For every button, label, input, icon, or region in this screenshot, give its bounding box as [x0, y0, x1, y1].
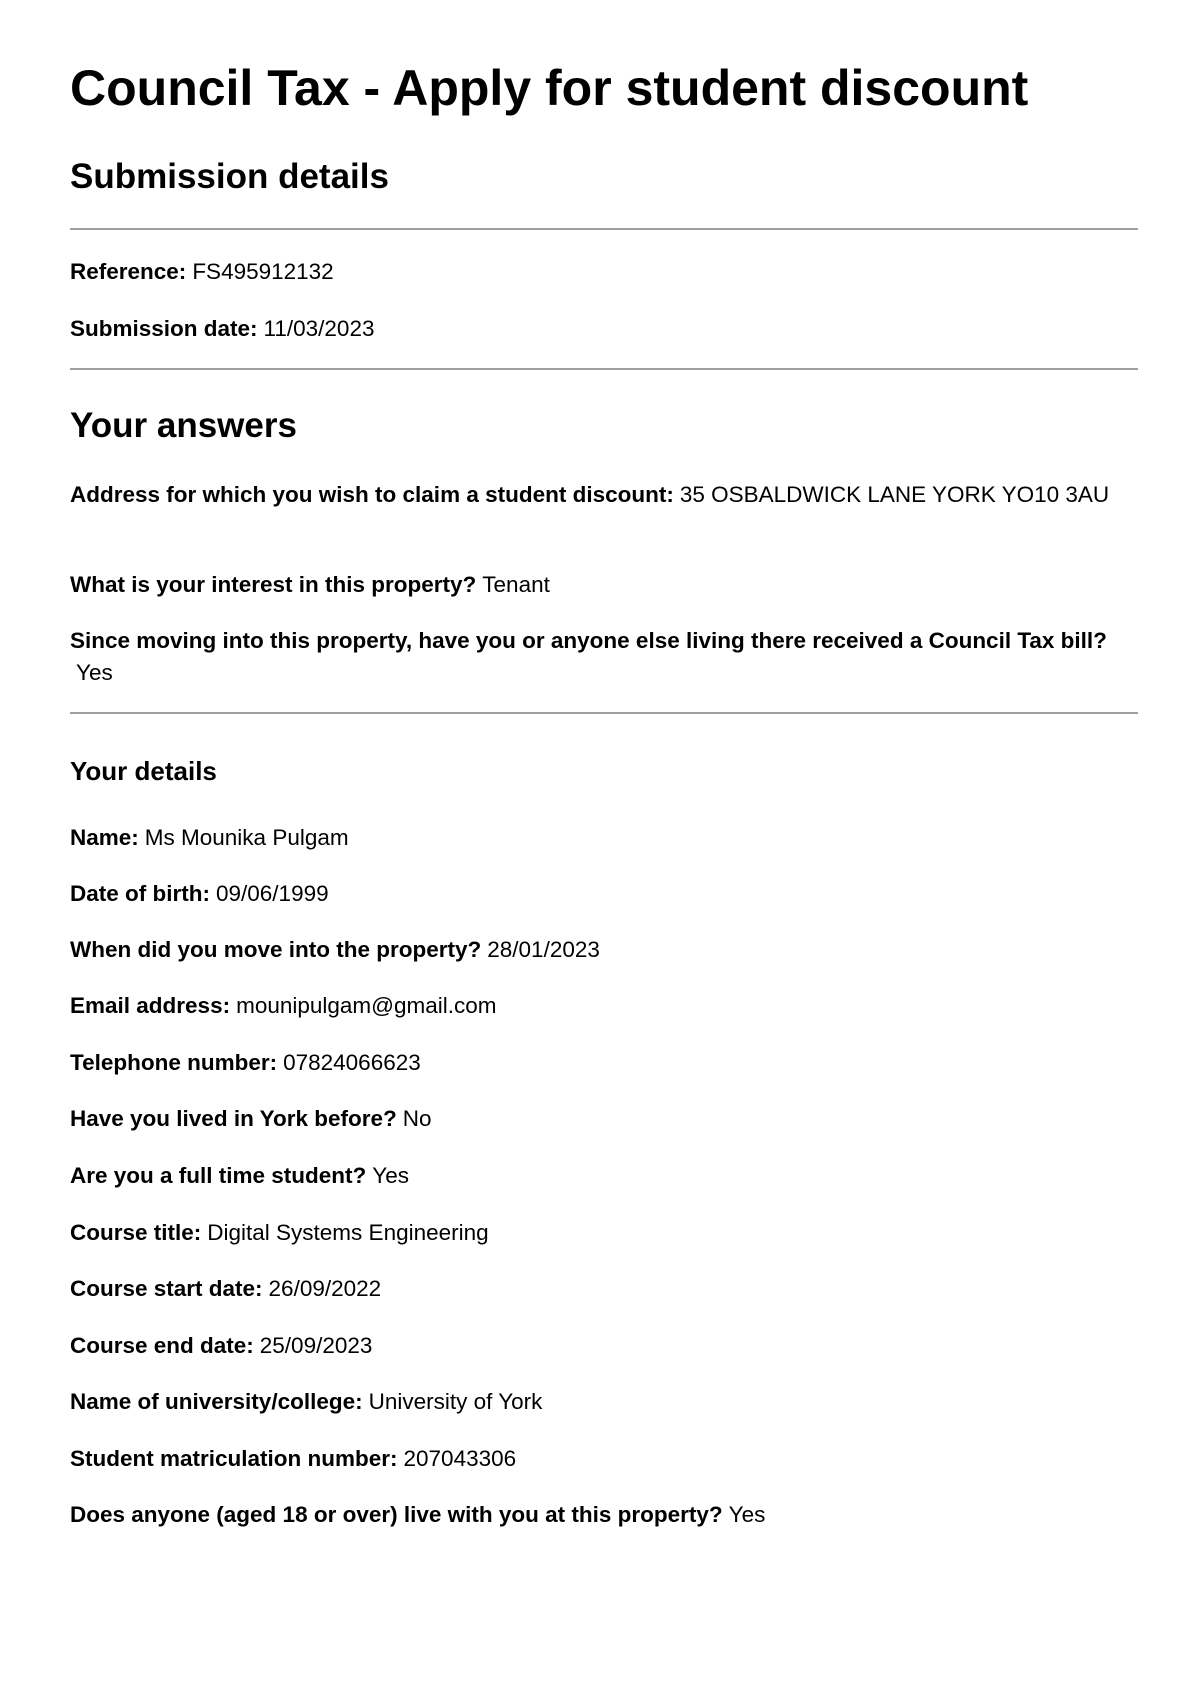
course-end-date-field [70, 1330, 1138, 1362]
field-value: Digital Systems Engineering [207, 1220, 489, 1245]
field-label: Does anyone (aged 18 or over) live with you at this property? [70, 1502, 723, 1527]
course-title-field [70, 1217, 1138, 1249]
divider [70, 228, 1138, 230]
address-field [70, 479, 1138, 511]
field-label: What is your interest in this property? [70, 572, 477, 597]
field-value: University of York [368, 1389, 543, 1414]
field-label: Since moving into this property, have you or anyone else living there received a Council Tax bill? [70, 628, 1107, 653]
full-time-student-field [70, 1160, 1138, 1192]
field-value: Ms Mounika Pulgam [144, 825, 349, 850]
field-label: Address for which you wish to claim a student discount: [70, 482, 674, 507]
field-value: Tenant [482, 572, 550, 597]
field-label: Name of university/college: [70, 1389, 363, 1414]
your-details-heading: Your details [70, 756, 217, 786]
field-value: Yes [728, 1502, 766, 1527]
field-value: Yes [76, 660, 113, 685]
interest-field [70, 569, 1138, 601]
field-label: Course end date: [70, 1333, 254, 1358]
field-value: 25/09/2023 [259, 1333, 373, 1358]
field-value: 11/03/2023 [263, 316, 375, 341]
telephone-field [70, 1047, 1138, 1079]
submission-date-field [70, 313, 1138, 345]
divider [70, 712, 1138, 714]
field-label: Reference: [70, 259, 187, 284]
lived-in-york-field [70, 1103, 1138, 1135]
move-in-date-field [70, 934, 1138, 966]
field-value: 07824066623 [283, 1050, 421, 1075]
email-field [70, 990, 1138, 1022]
page-title: Council Tax - Apply for student discount [70, 60, 1029, 116]
field-value: mounipulgam@gmail.com [236, 993, 497, 1018]
field-label: Name: [70, 825, 139, 850]
your-answers-heading: Your answers [70, 406, 297, 445]
field-value: 26/09/2022 [268, 1276, 382, 1301]
council-tax-bill-field [70, 625, 1138, 689]
name-field [70, 822, 1138, 854]
field-label: Date of birth: [70, 881, 210, 906]
cohabitant-field [70, 1499, 1138, 1531]
field-label: Submission date: [70, 316, 258, 341]
reference-field [70, 256, 1138, 288]
divider [70, 368, 1138, 370]
field-value: 09/06/1999 [216, 881, 329, 906]
field-value: No [402, 1106, 432, 1131]
field-label: Have you lived in York before? [70, 1106, 397, 1131]
field-value: 28/01/2023 [487, 937, 600, 962]
submission-details-heading: Submission details [70, 157, 389, 196]
field-label: Student matriculation number: [70, 1446, 398, 1471]
field-label: Course start date: [70, 1276, 263, 1301]
field-value: FS495912132 [192, 259, 334, 284]
field-label: Are you a full time student? [70, 1163, 367, 1188]
date-of-birth-field [70, 878, 1138, 910]
field-label: Course title: [70, 1220, 202, 1245]
field-value: 207043306 [403, 1446, 517, 1471]
course-start-date-field [70, 1273, 1138, 1305]
university-field [70, 1386, 1138, 1418]
field-value: 35 OSBALDWICK LANE YORK YO10 3AU [679, 482, 1110, 507]
field-label: Telephone number: [70, 1050, 278, 1075]
field-value: Yes [372, 1163, 409, 1188]
field-label: Email address: [70, 993, 231, 1018]
matriculation-number-field [70, 1443, 1138, 1475]
field-label: When did you move into the property? [70, 937, 482, 962]
